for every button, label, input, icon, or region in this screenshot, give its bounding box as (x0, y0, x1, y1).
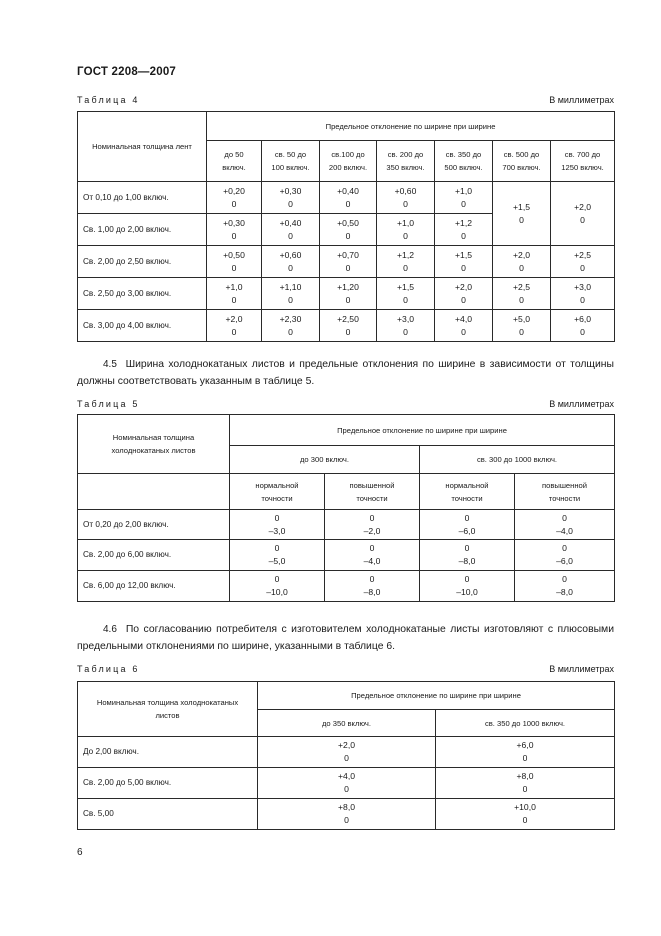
table-cell: +1,0 0 (435, 182, 493, 214)
table-row (78, 310, 615, 342)
table-cell: +2,30 0 (262, 310, 320, 342)
table-cell: +0,30 0 (207, 214, 262, 246)
table6-group-header: Предельное отклонение по ширине при ширине (258, 682, 615, 710)
table-cell: +1,2 0 (435, 214, 493, 246)
table-cell: +4,0 0 (435, 310, 493, 342)
table4-col-header: св. 700 до 1250 включ. (551, 141, 615, 182)
table-row (78, 540, 615, 571)
row-label: От 0,20 до 2,00 включ. (78, 510, 230, 540)
table5-subgroup-header: св. 300 до 1000 включ. (420, 446, 615, 474)
row-label: Св. 1,00 до 2,00 включ. (78, 214, 207, 246)
table6-col-header: св. 350 до 1000 включ. (436, 710, 615, 737)
row-label: От 0,10 до 1,00 включ. (78, 182, 207, 214)
table-cell: +0,40 0 (262, 214, 320, 246)
table-cell: 0 –6,0 (515, 540, 615, 571)
table6-col-header: до 350 включ. (258, 710, 436, 737)
table-row (78, 278, 615, 310)
table-cell: +5,0 0 (493, 310, 551, 342)
table-cell: +0,60 0 (262, 246, 320, 278)
table5-caption: Таблица 5 (77, 399, 140, 409)
table4-units: В миллиметрах (549, 95, 614, 105)
table-cell: 0 –2,0 (325, 510, 420, 540)
table-cell: +2,0 0 (493, 246, 551, 278)
table-cell: 0 –5,0 (230, 540, 325, 571)
table-cell: 0 –10,0 (420, 571, 515, 602)
table-cell: +4,0 0 (258, 768, 436, 799)
table-cell: +8,0 0 (436, 768, 615, 799)
row-label: Св. 5,00 (78, 799, 258, 830)
table-row (78, 182, 615, 214)
table-row (78, 768, 615, 799)
paragraph-text: По согласованию потребителя с изготовителем холоднокатаные листы изготовляют с плюсовыми предельными отклонениями по ширине, указанными в таблице 6. (77, 624, 615, 652)
table-cell: +0,20 0 (207, 182, 262, 214)
table-5 (77, 414, 615, 602)
table-cell: 0 –4,0 (325, 540, 420, 571)
table-cell-merged: +2,0 0 (551, 182, 615, 246)
table-cell: 0 –3,0 (230, 510, 325, 540)
paragraph-number: 4.6 (103, 624, 117, 635)
table-cell: +2,5 0 (493, 278, 551, 310)
table4-col-header: до 50 включ. (207, 141, 262, 182)
table-cell: +0,70 0 (320, 246, 377, 278)
table-cell: +10,0 0 (436, 799, 615, 830)
row-label: Св. 3,00 до 4,00 включ. (78, 310, 207, 342)
table-cell: +1,0 0 (207, 278, 262, 310)
table4-col-header: св.100 до 200 включ. (320, 141, 377, 182)
table6-units: В миллиметрах (549, 664, 614, 674)
table5-empty-cell (78, 474, 230, 510)
table-cell: 0 –4,0 (515, 510, 615, 540)
table-cell: +1,10 0 (262, 278, 320, 310)
paragraph-number: 4.5 (103, 359, 117, 370)
table-cell: 0 –6,0 (420, 510, 515, 540)
table4-col-header: св. 500 до 700 включ. (493, 141, 551, 182)
table-cell: +2,0 0 (435, 278, 493, 310)
table-cell: +6,0 0 (551, 310, 615, 342)
row-label: Св. 2,00 до 2,50 включ. (78, 246, 207, 278)
table-cell: +3,0 0 (377, 310, 435, 342)
table5-col-header: нормальной точности (420, 474, 515, 510)
table-cell: +2,50 0 (320, 310, 377, 342)
table-cell: +8,0 0 (258, 799, 436, 830)
table-cell: +1,20 0 (320, 278, 377, 310)
table-cell: 0 –10,0 (230, 571, 325, 602)
table4-col-header: св. 200 до 350 включ. (377, 141, 435, 182)
table5-col-header: нормальной точности (230, 474, 325, 510)
table5-col-header: повышенной точности (325, 474, 420, 510)
table4-row-header: Номинальная толщина лент (78, 112, 207, 182)
table-cell: +0,50 0 (207, 246, 262, 278)
table4-group-header: Предельное отклонение по ширине при ширине (207, 112, 615, 141)
table-cell: 0 –8,0 (420, 540, 515, 571)
table-cell: +1,5 0 (435, 246, 493, 278)
table6-row-header: Номинальная толщина холоднокатаных листов (78, 682, 258, 737)
table-cell: +1,2 0 (377, 246, 435, 278)
row-label: Св. 2,00 до 6,00 включ. (78, 540, 230, 571)
paragraph-text: Ширина холоднокатаных листов и предельные отклонения по ширине в зависимости от толщины должны соответствовать указанным в таблице 5. (77, 359, 614, 387)
table5-row-header: Номинальная толщина холоднокатаных листов (78, 415, 230, 474)
row-label: До 2,00 включ. (78, 737, 258, 768)
table-cell: +3,0 0 (551, 278, 615, 310)
table6-caption: Таблица 6 (77, 664, 140, 674)
table-6 (77, 681, 615, 830)
table-cell: +6,0 0 (436, 737, 615, 768)
table5-subgroup-header: до 300 включ. (230, 446, 420, 474)
table-row (78, 799, 615, 830)
table-row (78, 571, 615, 602)
row-label: Св. 6,00 до 12,00 включ. (78, 571, 230, 602)
table-cell: +2,0 0 (258, 737, 436, 768)
table-row (78, 510, 615, 540)
table-row (78, 737, 615, 768)
row-label: Св. 2,50 до 3,00 включ. (78, 278, 207, 310)
document-code: ГОСТ 2208—2007 (77, 66, 177, 78)
paragraph-4-5 (77, 356, 614, 390)
table-cell: 0 –8,0 (515, 571, 615, 602)
table-cell: +2,0 0 (207, 310, 262, 342)
table-4 (77, 111, 615, 342)
page-number: 6 (77, 847, 83, 858)
table-row (78, 246, 615, 278)
table-cell: +2,5 0 (551, 246, 615, 278)
table-cell: +1,0 0 (377, 214, 435, 246)
table-cell: +0,40 0 (320, 182, 377, 214)
paragraph-4-6 (77, 621, 614, 655)
table4-col-header: св. 350 до 500 включ. (435, 141, 493, 182)
table-cell-merged: +1,5 0 (493, 182, 551, 246)
table5-group-header: Предельное отклонение по ширине при ширине (230, 415, 615, 446)
table4-col-header: св. 50 до 100 включ. (262, 141, 320, 182)
table5-col-header: повышенной точности (515, 474, 615, 510)
table-cell: 0 –8,0 (325, 571, 420, 602)
table-cell: +0,30 0 (262, 182, 320, 214)
table-cell: +1,5 0 (377, 278, 435, 310)
table4-caption: Таблица 4 (77, 95, 140, 105)
table-cell: +0,50 0 (320, 214, 377, 246)
table5-units: В миллиметрах (549, 399, 614, 409)
table-cell: +0,60 0 (377, 182, 435, 214)
row-label: Св. 2,00 до 5,00 включ. (78, 768, 258, 799)
